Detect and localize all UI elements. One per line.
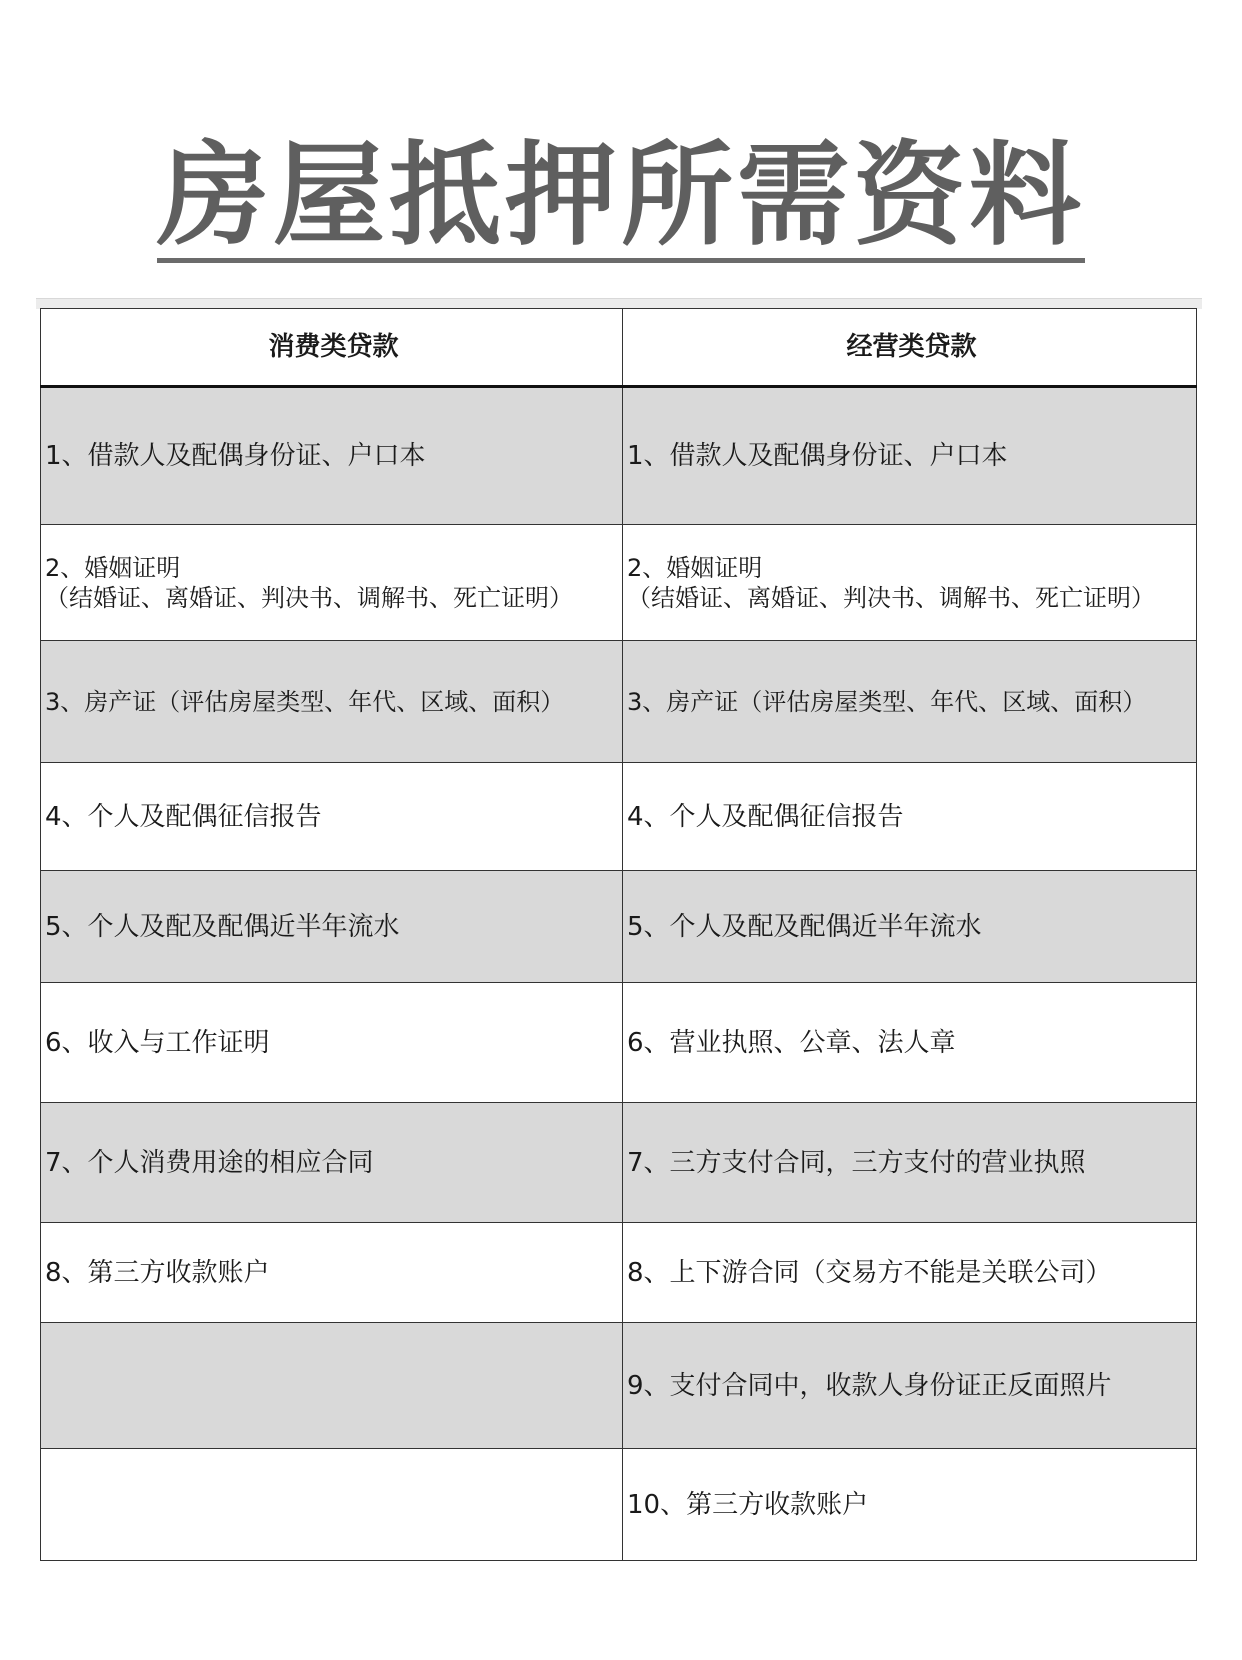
header-consumer-loan: 消费类贷款 bbox=[41, 309, 623, 387]
table-row bbox=[41, 525, 1197, 641]
table-cell bbox=[41, 1449, 623, 1561]
materials-table bbox=[40, 308, 1197, 1561]
page-title bbox=[0, 131, 1242, 263]
table-row bbox=[41, 1223, 1197, 1323]
table-cell: 5、个人及配及配偶近半年流水 bbox=[41, 871, 623, 983]
table-row bbox=[41, 1449, 1197, 1561]
table-cell bbox=[41, 1323, 623, 1449]
table-cell: 8、上下游合同（交易方不能是关联公司） bbox=[623, 1223, 1197, 1323]
table-cell: 7、三方支付合同，三方支付的营业执照 bbox=[623, 1103, 1197, 1223]
table-row bbox=[41, 871, 1197, 983]
table-cell: 8、第三方收款账户 bbox=[41, 1223, 623, 1323]
table-cell: 6、收入与工作证明 bbox=[41, 983, 623, 1103]
table-cell: 7、个人消费用途的相应合同 bbox=[41, 1103, 623, 1223]
table-header-row bbox=[41, 309, 1197, 387]
table-row bbox=[41, 1103, 1197, 1223]
table-cell: 1、借款人及配偶身份证、户口本 bbox=[623, 387, 1197, 525]
table-row bbox=[41, 763, 1197, 871]
table-cell: 4、个人及配偶征信报告 bbox=[41, 763, 623, 871]
page-title-text: 房屋抵押所需资料 bbox=[157, 131, 1085, 261]
table-cell: 4、个人及配偶征信报告 bbox=[623, 763, 1197, 871]
table-cell: 6、营业执照、公章、法人章 bbox=[623, 983, 1197, 1103]
table-row bbox=[41, 641, 1197, 763]
table-row bbox=[41, 387, 1197, 525]
table-cell: 9、支付合同中，收款人身份证正反面照片 bbox=[623, 1323, 1197, 1449]
table-cell: 1、借款人及配偶身份证、户口本 bbox=[41, 387, 623, 525]
table-row bbox=[41, 1323, 1197, 1449]
table-cell: 5、个人及配及配偶近半年流水 bbox=[623, 871, 1197, 983]
table-cell: 2、婚姻证明 （结婚证、离婚证、判决书、调解书、死亡证明） bbox=[41, 525, 623, 641]
table-cell: 3、房产证（评估房屋类型、年代、区域、面积） bbox=[623, 641, 1197, 763]
table-cell: 3、房产证（评估房屋类型、年代、区域、面积） bbox=[41, 641, 623, 763]
header-business-loan: 经营类贷款 bbox=[623, 309, 1197, 387]
table-cell: 10、第三方收款账户 bbox=[623, 1449, 1197, 1561]
table-cell: 2、婚姻证明 （结婚证、离婚证、判决书、调解书、死亡证明） bbox=[623, 525, 1197, 641]
table-row bbox=[41, 983, 1197, 1103]
